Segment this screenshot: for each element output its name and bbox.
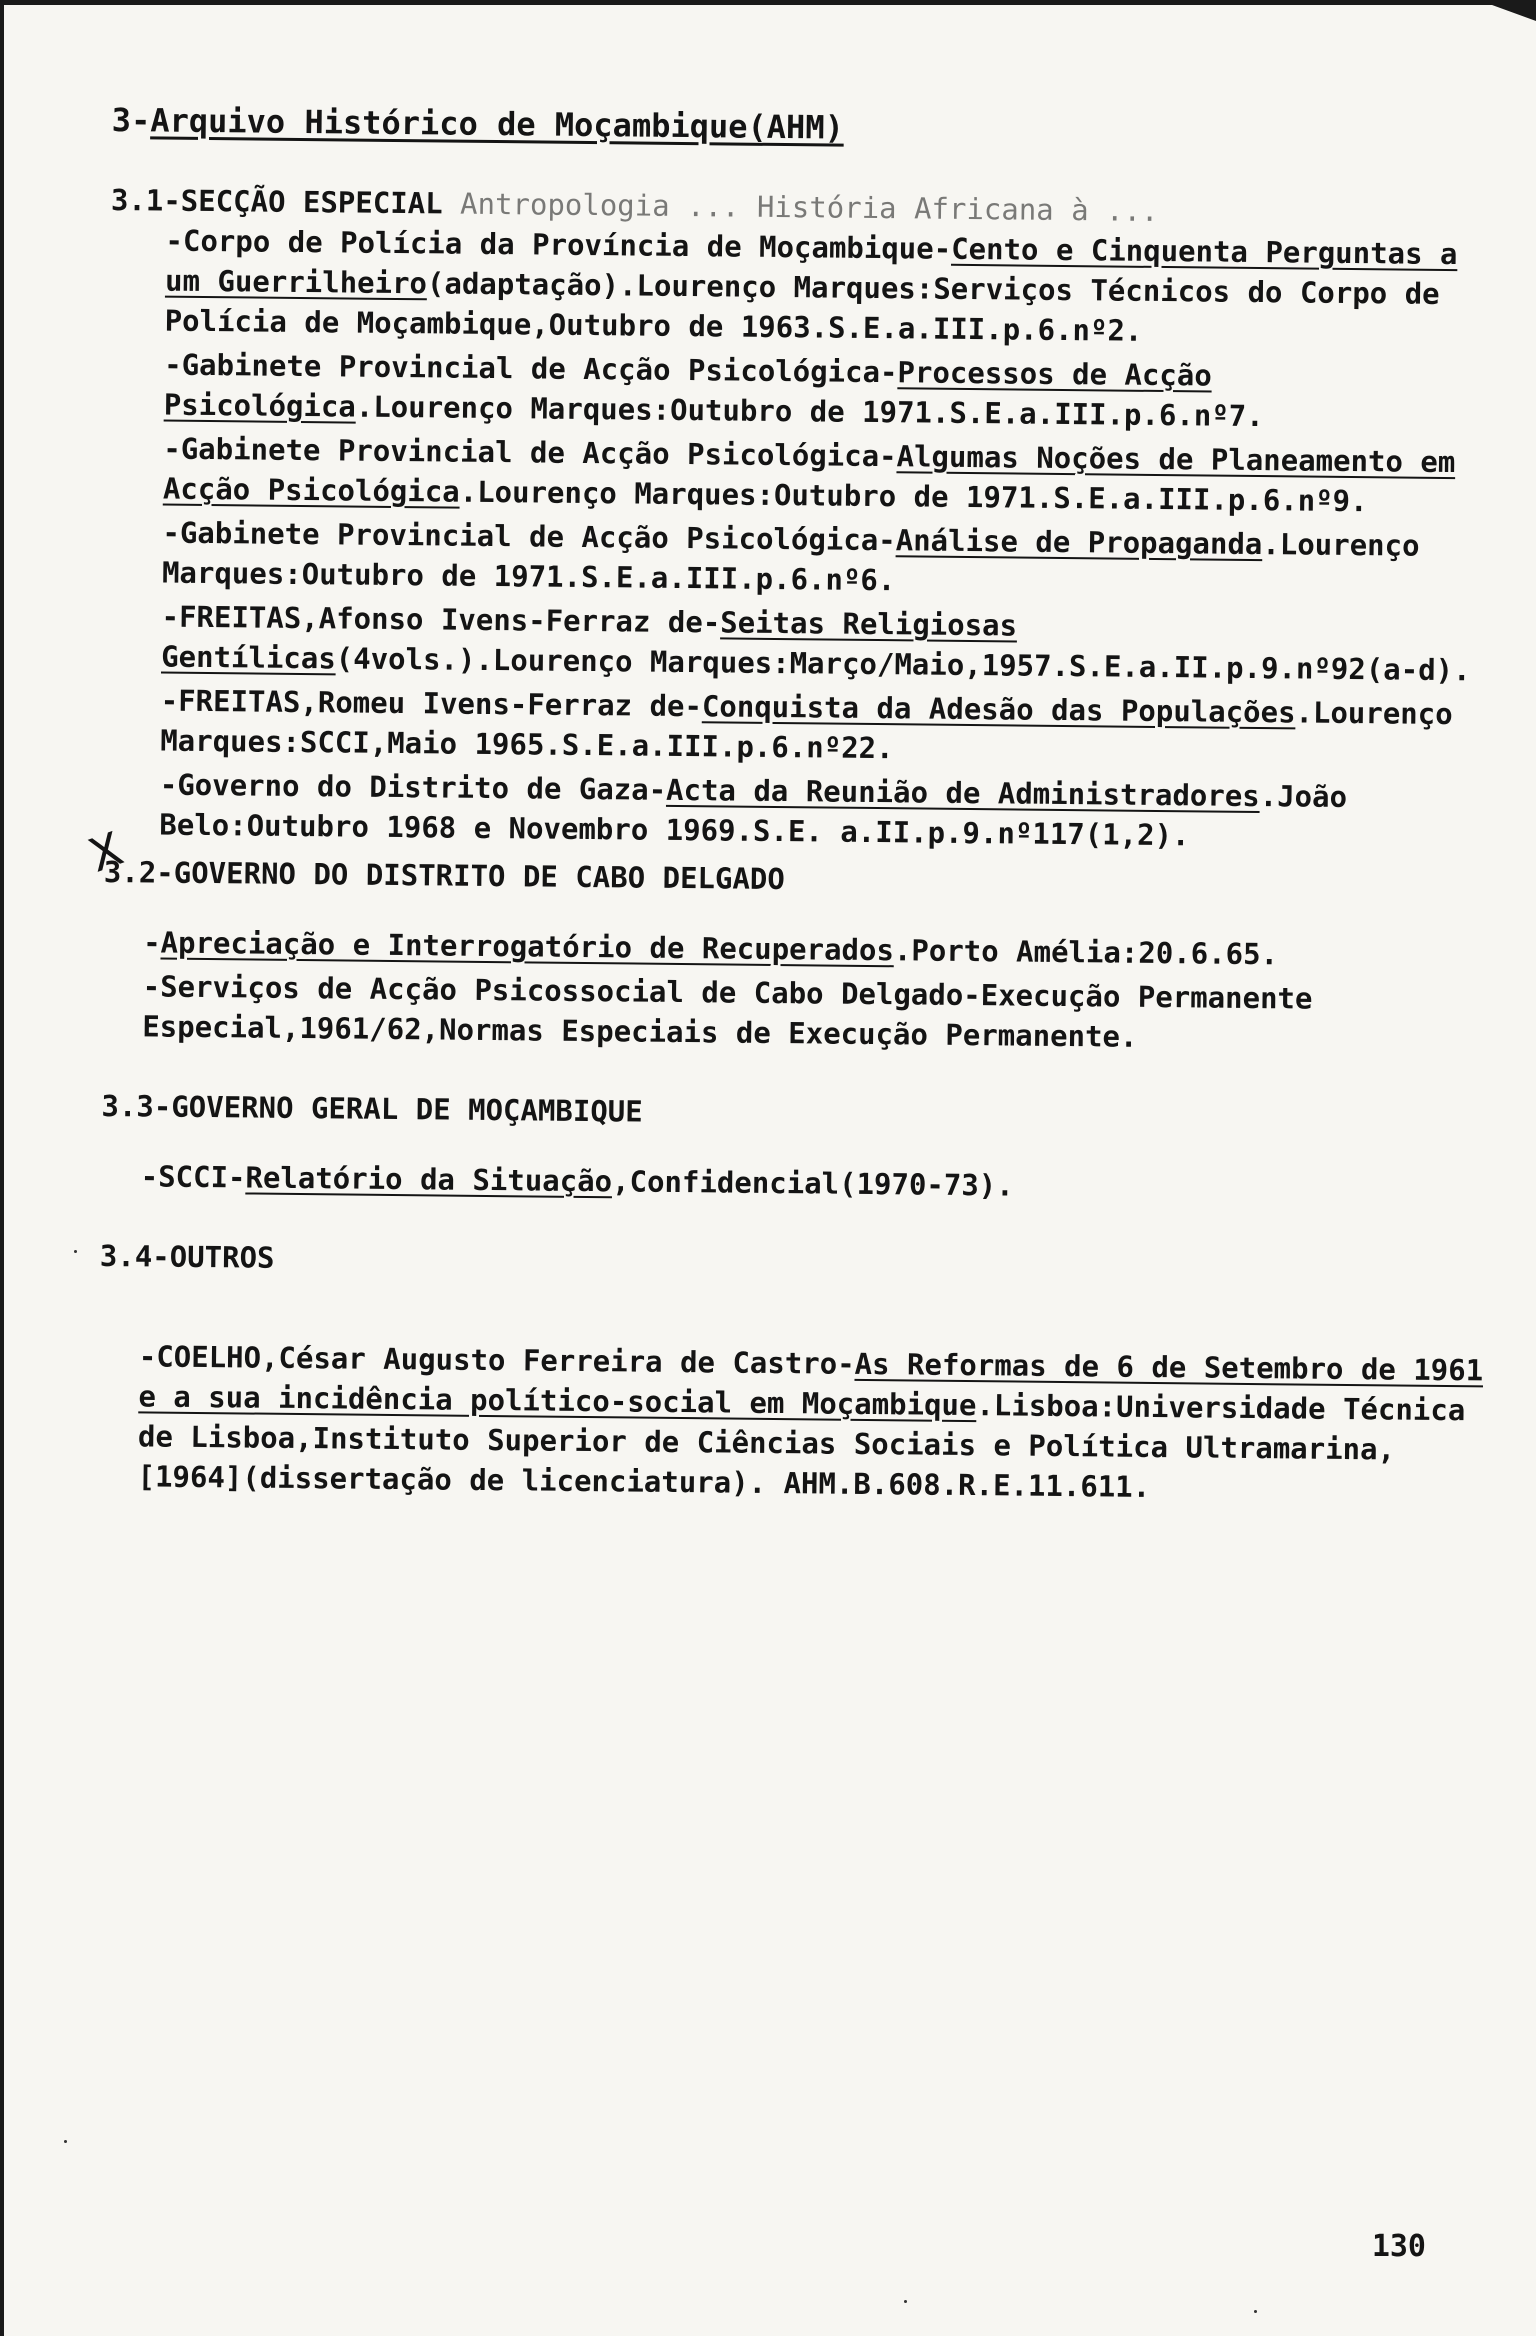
- entry-author: -COELHO,César Augusto Ferreira de Castro-: [138, 1339, 855, 1381]
- entry-details: .Lourenço Marques:Outubro de 1971.S.E.a.III.p.6.nº9.: [459, 474, 1368, 519]
- section-3-2: [102, 852, 1494, 1061]
- section-heading: 3.4-OUTROS: [99, 1238, 275, 1275]
- entry-author: -Gabinete Provincial de Acção Psicológica-: [162, 515, 896, 558]
- scan-corner-shadow: [1476, 0, 1536, 30]
- scan-speck: [1254, 2310, 1257, 2313]
- entry-details: .Lourenço Marques:Outubro de 1971.S.E.a.III.p.6.nº6.: [161, 527, 1420, 598]
- entry-title: Relatório da Situação: [245, 1160, 613, 1199]
- entry-author: -Governo do Distrito de Gaza-: [159, 767, 667, 807]
- entry-author: -: [143, 925, 161, 960]
- bibliography-entry: [102, 966, 1493, 1061]
- entry-details: ,Confidencial(1970-73).: [611, 1164, 1014, 1203]
- section-heading-text: 3.1-SECÇÃO ESPECIAL: [110, 182, 443, 221]
- scan-speck: [64, 2140, 67, 2143]
- title-prefix: 3-: [111, 100, 151, 140]
- entry-author: -Serviços de Acção Psicossocial de Cabo Delgado-Execução Permanente Especial,1961/62,Normas Especiais de Execução Permanente.: [142, 969, 1313, 1054]
- bibliography-entry: [109, 220, 1500, 355]
- entry-title: Cento e Cinquenta Perguntas a um Guerrilheiro: [164, 231, 1458, 301]
- entry-title: Algumas Noções de Planeamento em Acção Psicológica: [162, 439, 1456, 509]
- section-heading: 3.2-GOVERNO DO DISTRITO DE CABO DELGADO: [103, 854, 785, 897]
- entry-author: -Corpo de Polícia da Província de Moçambique-: [165, 223, 952, 266]
- section-3-3: [101, 1086, 1492, 1211]
- section-3-1: [104, 180, 1501, 859]
- entry-details: .Lisboa:Universidade Técnica de Lisboa,Instituto Superior de Ciências Sociais e Política Ultramarina,[1964](dissertação de licenciatura). AHM.B.608.R.E.11.611.: [137, 1388, 1466, 1504]
- entry-author: -FREITAS,Romeu Ivens-Ferraz de-: [160, 683, 703, 724]
- entry-title: As Reformas de 6 de Setembro de 1961 e a sua incidência político-social em Moçambique: [138, 1346, 1484, 1423]
- page-content: [97, 100, 1502, 1518]
- scan-speck: [74, 1250, 77, 1253]
- bibliography-entry: [109, 344, 1500, 439]
- bibliography-entry: [105, 680, 1496, 775]
- bibliography-entry: [108, 428, 1499, 523]
- page-title: [112, 100, 1502, 155]
- entry-title: Seitas Religiosas Gentílicas: [160, 605, 1018, 676]
- page-number: 130: [1371, 2229, 1426, 2264]
- bibliography-entry: [104, 764, 1495, 859]
- section-3-4: [97, 1236, 1490, 1511]
- entry-details: .Lourenço Marques:Outubro de 1971.S.E.a.III.p.6.nº7.: [355, 389, 1264, 434]
- entry-author: -Gabinete Provincial de Acção Psicológica-: [164, 347, 898, 390]
- entry-details: (adaptação).Lourenço Marques:Serviços Técnicos do Corpo de Polícia de Moçambique,Outubro de 1963.S.E.a.III.p.6.nº2.: [164, 266, 1440, 348]
- section-heading-overprint: Antropologia ... História Africana à ...: [459, 186, 1159, 228]
- entry-title: Apreciação e Interrogatório de Recuperados: [160, 925, 895, 968]
- entry-title: Conquista da Adesão das Populações: [701, 689, 1296, 730]
- bibliography-entry: [107, 512, 1498, 607]
- entry-details: .João Belo:Outubro 1968 e Novembro 1969.S.E. a.II.p.9.nº117(1,2).: [159, 779, 1348, 853]
- handwritten-margin-mark: X: [81, 821, 130, 883]
- section-heading: 3.3-GOVERNO GERAL DE MOÇAMBIQUE: [101, 1088, 643, 1129]
- entry-title: Processos de Acção Psicológica: [163, 355, 1212, 424]
- entry-details: (4vols.).Lourenço Marques:Março/Maio,1957.S.E.a.II.p.9.nº92(a-d).: [335, 641, 1471, 688]
- scan-top-edge: [4, 0, 1536, 5]
- entry-author: -Gabinete Provincial de Acção Psicológica-: [163, 431, 897, 474]
- title-text: Arquivo Histórico de Moçambique(AHM): [150, 101, 845, 147]
- entry-title: Acta da Reunião de Administradores: [665, 772, 1260, 814]
- scan-speck: [904, 2300, 907, 2303]
- entry-title: Análise de Propaganda: [895, 523, 1263, 562]
- entry-author: -FREITAS,Afonso Ivens-Ferraz de-: [161, 599, 721, 640]
- entry-details: .Lourenço Marques:SCCI,Maio 1965.S.E.a.III.p.6.nº22.: [160, 695, 1453, 766]
- entry-author: -SCCI-: [140, 1159, 246, 1195]
- bibliography-entry: [97, 1336, 1489, 1511]
- entry-details: .Porto Amélia:20.6.65.: [893, 933, 1279, 972]
- bibliography-entry: [106, 596, 1497, 691]
- bibliography-entry: [101, 1156, 1491, 1211]
